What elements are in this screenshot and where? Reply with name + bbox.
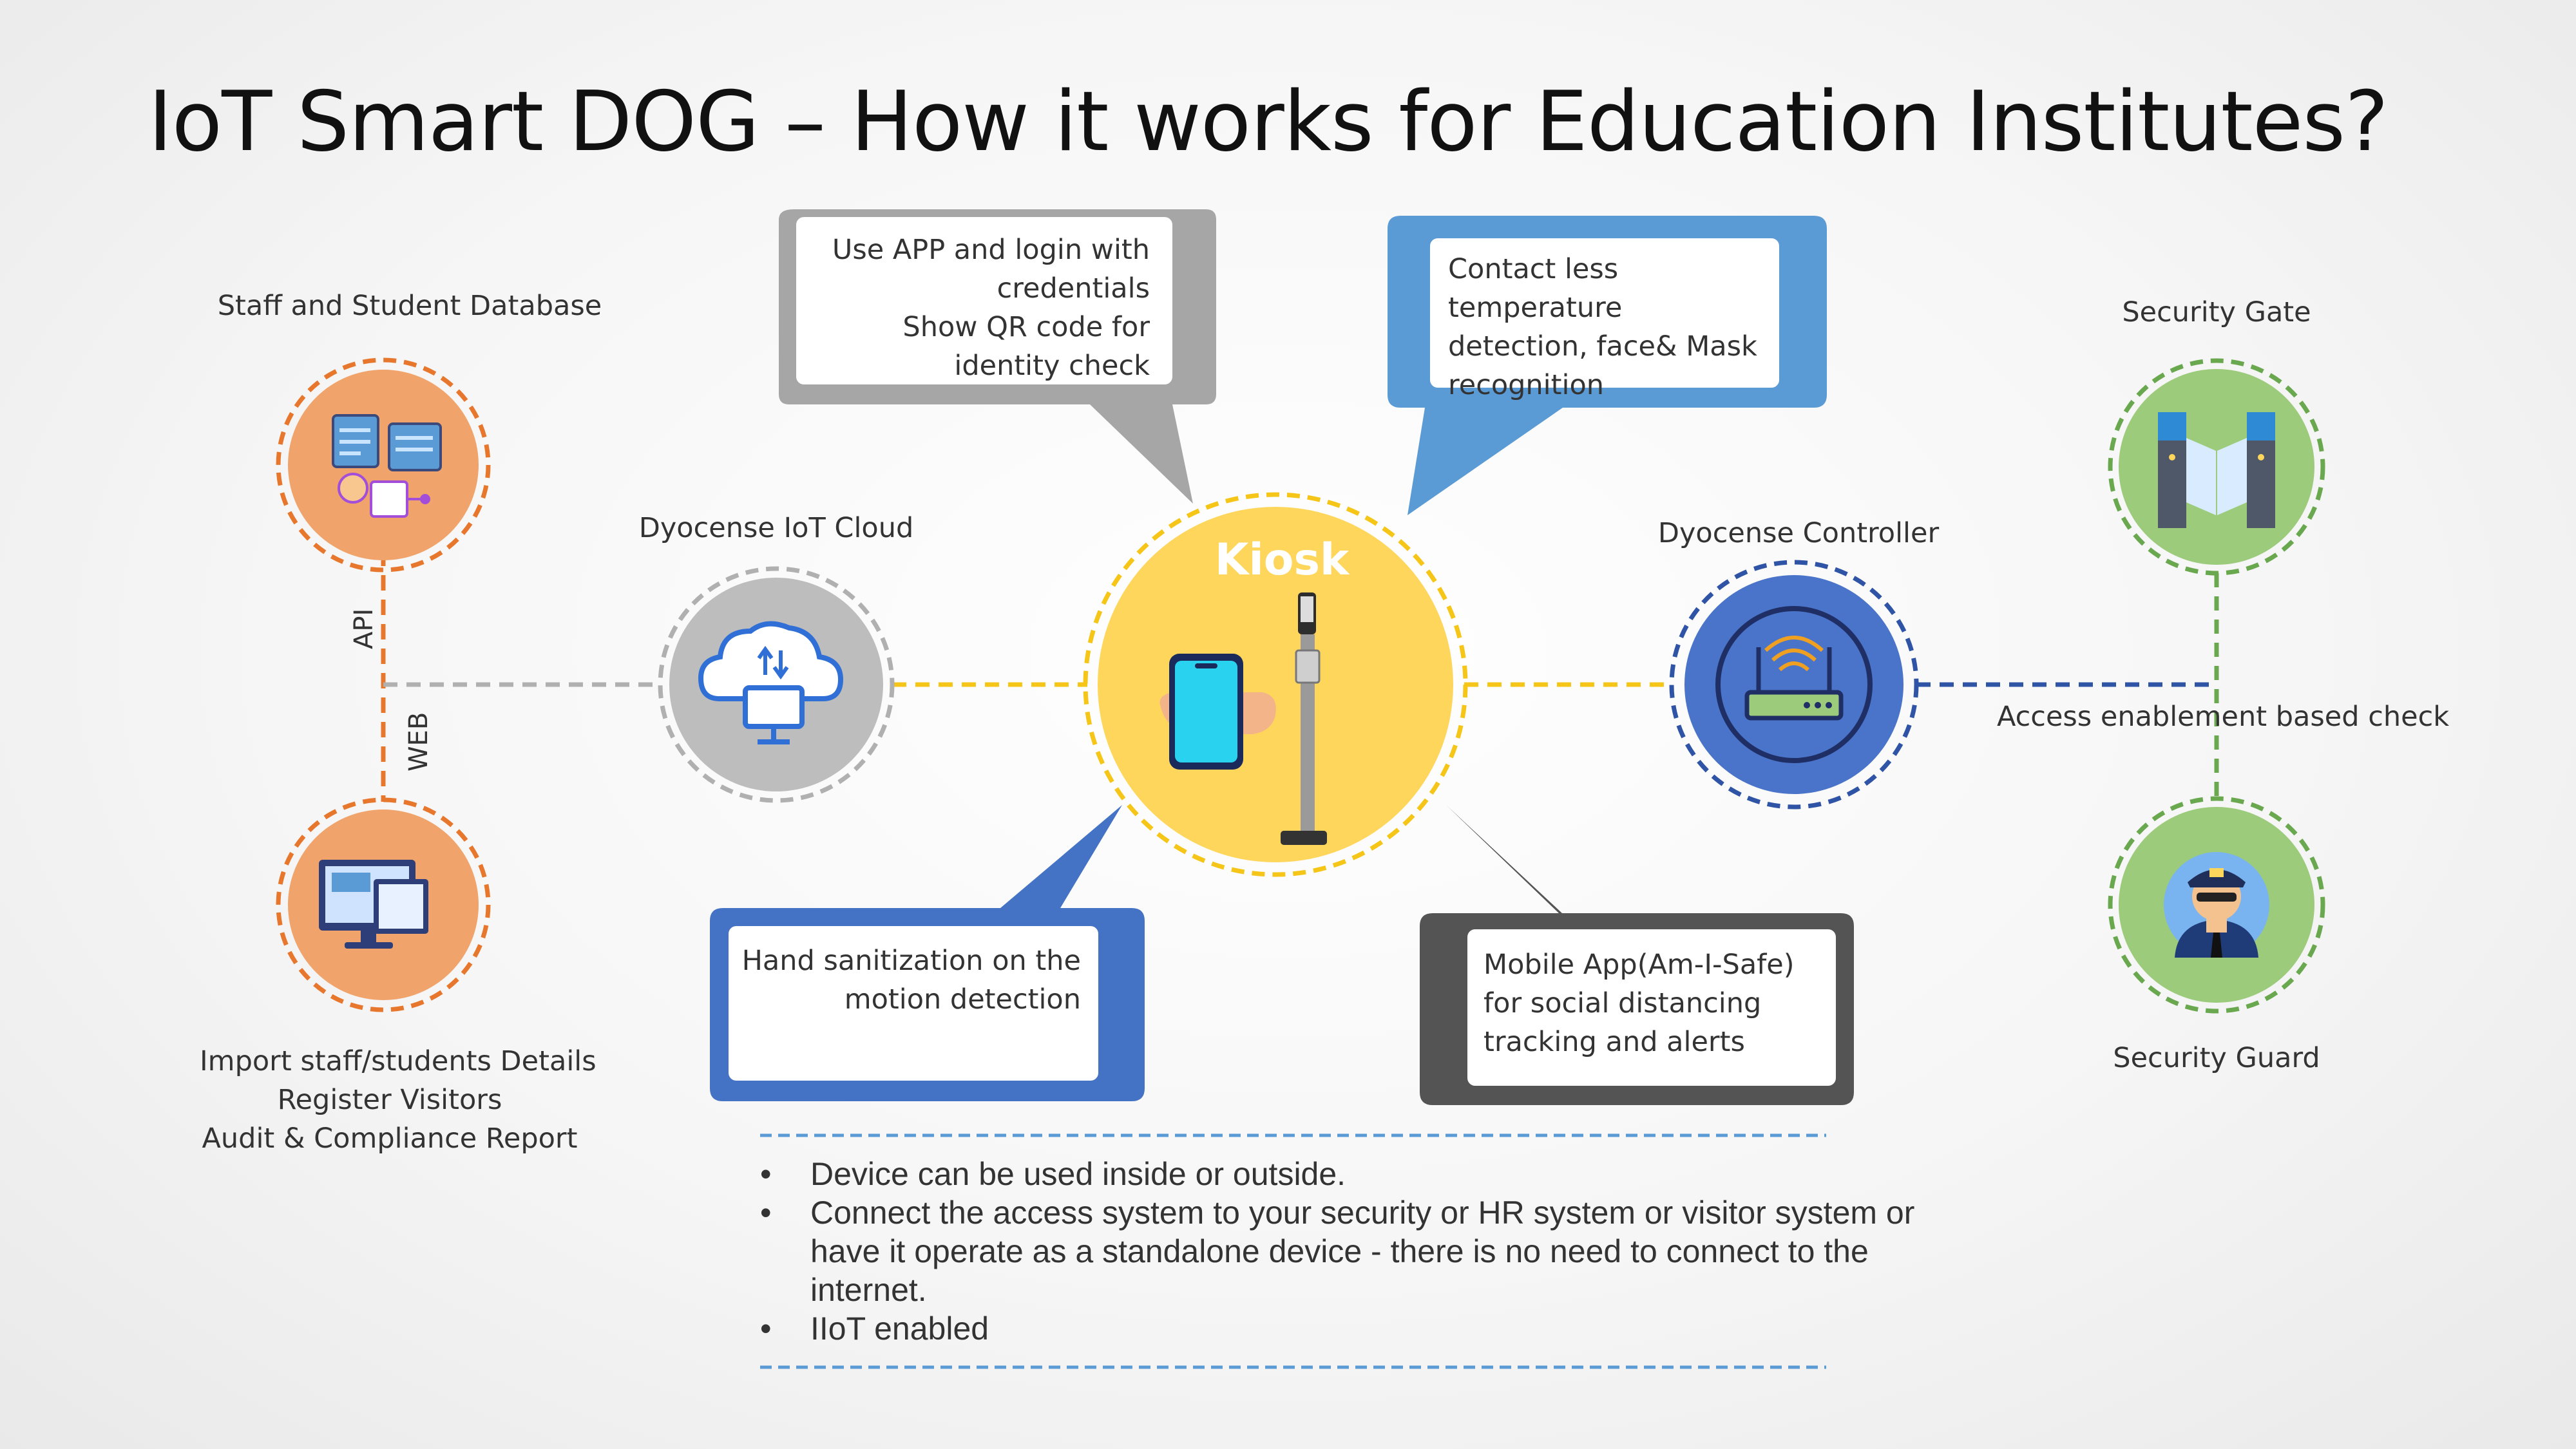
bullet-item: • IIoT enabled [760,1309,1920,1348]
callout-line: credentials [997,272,1150,305]
feature-bullets [760,1155,1920,1348]
node-label-controller: Dyocense Controller [1657,517,1940,549]
callout-temperature-text [1448,250,1777,404]
callout-line: Show QR code for [902,311,1150,343]
callout-line: recognition [1448,369,1605,401]
callout-app-login-text [799,231,1150,385]
import-line: Audit & Compliance Report [202,1122,578,1155]
connector-label-api: API [349,608,379,649]
callout-line: Hand sanitization on the [741,945,1081,977]
node-import [278,800,488,1010]
callout-line: Use APP and login with [832,234,1150,266]
callout-line: Mobile App(Am-I-Safe) [1484,949,1795,981]
node-label-cloud: Dyocense IoT Cloud [638,512,914,544]
node-cloud [660,569,892,800]
node-label-guard: Security Guard [2113,1042,2320,1074]
node-label-database: Staff and Student Database [217,290,602,322]
security-guard-icon [2164,852,2269,958]
import-line: Register Visitors [277,1084,502,1116]
callout-line: identity check [954,350,1150,382]
node-database [278,360,488,570]
node-label-kiosk: Kiosk [1214,535,1350,585]
callout-sanitization-text [741,942,1081,1019]
bullet-item: • Device can be used inside or outside. [760,1155,1920,1193]
import-line: Import staff/students Details [200,1045,596,1077]
callout-line: Contact less temperature [1448,253,1623,324]
node-label-gate: Security Gate [2122,296,2311,328]
callout-line: motion detection [844,983,1081,1016]
connector-label-access: Access enablement based check [1997,701,2450,733]
node-controller [1672,562,1916,807]
callout-mobile-app-text [1484,945,1825,1061]
callout-line: detection, face& Mask [1448,330,1757,363]
callout-line: for social distancing [1484,987,1762,1019]
node-label-import [200,1042,596,1158]
node-gate [2110,361,2323,573]
bullet-item: • Connect the access system to your security or HR system or visitor system or have it operate as a standalone device - there is no need to connect to the internet. [760,1193,1920,1309]
connector-label-web: WEB [404,712,434,772]
callout-line: tracking and alerts [1484,1026,1745,1058]
page-title: IoT Smart DOG – How it works for Education Institutes? [148,74,2388,170]
node-guard [2110,799,2323,1011]
